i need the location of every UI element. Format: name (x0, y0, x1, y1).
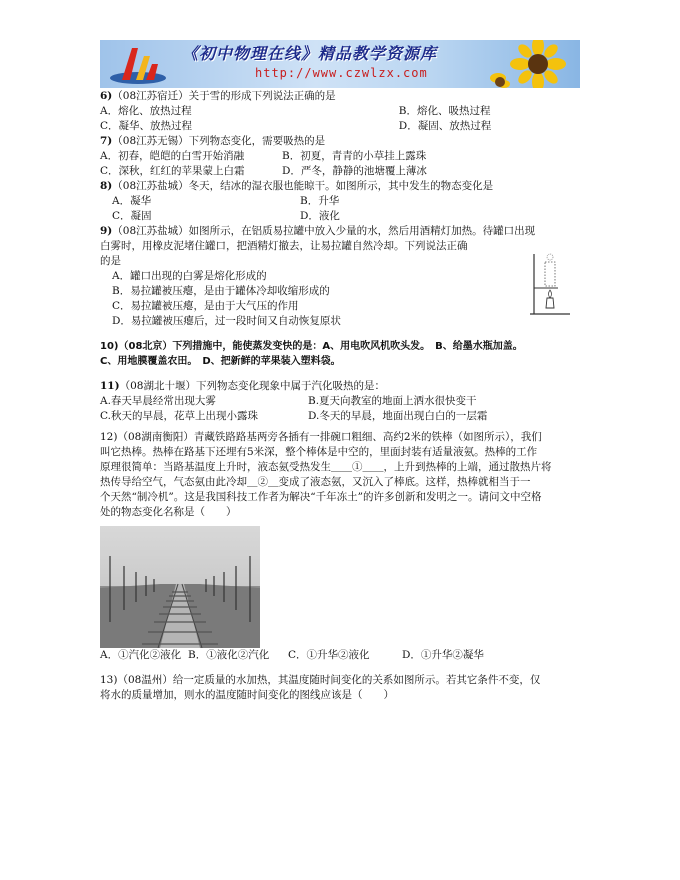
question-7-option-b: B．初夏，青青的小草挂上露珠 (282, 150, 427, 162)
question-12-option-d: D．①升华②凝华 (402, 649, 484, 661)
question-8-option-a: A．凝华 (112, 195, 152, 207)
question-11-option-c: C.秋天的早晨，花草上出现小露珠 (100, 410, 258, 422)
question-10-line2: C、用地膜覆盖农田。 D、把新鲜的苹果装入塑料袋。 (100, 356, 341, 367)
question-7-number: 7) (100, 135, 113, 147)
question-6-number: 6) (100, 90, 113, 102)
question-6-option-a: A．熔化、放热过程 (100, 105, 192, 117)
question-9-option-d: D．易拉罐被压瘪后，过一段时间又自动恢复原状 (112, 315, 341, 327)
question-8-option-b: B．升华 (300, 195, 340, 207)
can-heating-apparatus-figure (528, 252, 572, 316)
question-12-line5: 个天然“制冷机”。这是我国科技工作者为解决“千年冻土”的许多创新和发明之一。请问文中空格 (100, 491, 542, 503)
banner-url: http://www.czwlzx.com (255, 66, 428, 80)
question-12-option-b: B．①液化②汽化 (188, 649, 270, 661)
question-7-options-row1 (100, 149, 584, 164)
question-10-line1: 10)（08北京）下列措施中，能使蒸发变快的是：A、用电吹风机吹头发。 B、给墨水瓶加盖。 (100, 341, 523, 352)
question-7-option-a: A．初春，皑皑的白雪开始消融 (100, 150, 245, 162)
question-12-line6: 处的物态变化名称是（ ） (100, 506, 237, 518)
question-9-option-c: C．易拉罐被压瘪，是由于大气压的作用 (112, 300, 299, 312)
question-8-stem: 8)（08江苏盐城）冬天，结冰的湿衣服也能晾干。如图所示，其中发生的物态变化是 (100, 180, 494, 192)
banner-title: 《初中物理在线》精品教学资源库 (182, 44, 438, 63)
question-12-line1: 12)（08湖南衡阳）青藏铁路路基两旁各插有一排碗口粗细、高约2米的铁棒（如图所示），我们 (100, 431, 542, 443)
question-12-line2: 叫它热棒。热棒在路基下还埋有5米深，整个棒体是中空的，里面封装有适量液氨。热棒的工作 (100, 446, 538, 458)
question-6-stem: 6)（08江苏宿迁）关于雪的形成下列说法正确的是 (100, 90, 336, 102)
question-6-option-b: B．熔化、吸热过程 (398, 105, 491, 117)
question-7-stem: 7)（08江苏无锡）下列物态变化，需要吸热的是 (100, 135, 326, 147)
railway-heat-rod-photo (100, 526, 260, 648)
question-9-option-a: A．罐口出现的白雾是熔化形成的 (112, 270, 267, 282)
question-13-line1: 13)（08温州）给一定质量的水加热，其温度随时间变化的关系如图所示。若其它条件不变，仅 (100, 674, 541, 686)
question-11-stem: 11)（08湖北十堰）下列物态变化现象中属于汽化吸热的是： (100, 380, 385, 392)
question-13-line2: 将水的质量增加，则水的温度随时间变化的图线应该是（ ） (100, 689, 394, 701)
question-12-option-c: C．①升华②液化 (288, 649, 370, 661)
question-6-option-d: D．凝固、放热过程 (398, 120, 492, 132)
question-7-options-row2 (100, 164, 584, 179)
question-6-options-row1 (100, 104, 584, 119)
question-8-number: 8) (100, 180, 113, 192)
question-8-options-row1 (100, 194, 584, 209)
question-11-number: 11) (100, 380, 120, 392)
question-list (100, 89, 584, 703)
question-11-option-d: D.冬天的早晨，地面出现白白的一层霜 (308, 410, 488, 422)
question-12-line4: 热传导给空气，气态氨由此冷却＿②＿变成了液态氨，又沉入了棒底。这样，热棒就相当于一 (100, 476, 531, 488)
question-9-option-b: B．易拉罐被压瘪，是由于罐体冷却收缩形成的 (112, 285, 330, 297)
question-6-option-c: C．凝华、放热过程 (100, 120, 193, 132)
question-12-line3: 原理很简单：当路基温度上升时，液态氨受热发生＿＿①＿＿，上升到热棒的上端，通过散热片将 (100, 461, 552, 473)
question-11-option-a: A.春天早晨经常出现大雾 (100, 395, 216, 407)
question-9-stem-line3: 的是 (100, 255, 121, 267)
question-9-stem-line1: 9)（08江苏盐城）如图所示，在铝质易拉罐中放入少量的水，然后用酒精灯加热。待罐口出现 (100, 225, 536, 237)
question-8-option-c: C．凝固 (112, 210, 152, 222)
question-9-number: 9) (100, 225, 113, 237)
question-12-option-a: A．①汽化②液化 (100, 649, 182, 661)
question-12-options (100, 648, 584, 663)
question-8-options-row2 (100, 209, 584, 224)
question-11-option-b: B.夏天向教室的地面上洒水很快变干 (308, 395, 477, 407)
question-6-options-row2 (100, 119, 584, 134)
question-8-option-d: D．液化 (300, 210, 340, 222)
logo-icon (108, 42, 170, 86)
sunflower-icon (486, 40, 576, 88)
question-7-option-d: D．严冬，静静的池塘覆上薄冰 (282, 165, 427, 177)
header-banner (100, 40, 580, 88)
question-9 (100, 224, 584, 329)
question-11-options-row1 (100, 394, 584, 409)
question-7-option-c: C．深秋，红红的苹果蒙上白霜 (100, 165, 245, 177)
question-9-stem-line2: 白雾时，用橡皮泥堵住罐口，把酒精灯撤去，让易拉罐自然冷却。下列说法正确 (100, 240, 468, 252)
question-11-options-row2 (100, 409, 584, 424)
